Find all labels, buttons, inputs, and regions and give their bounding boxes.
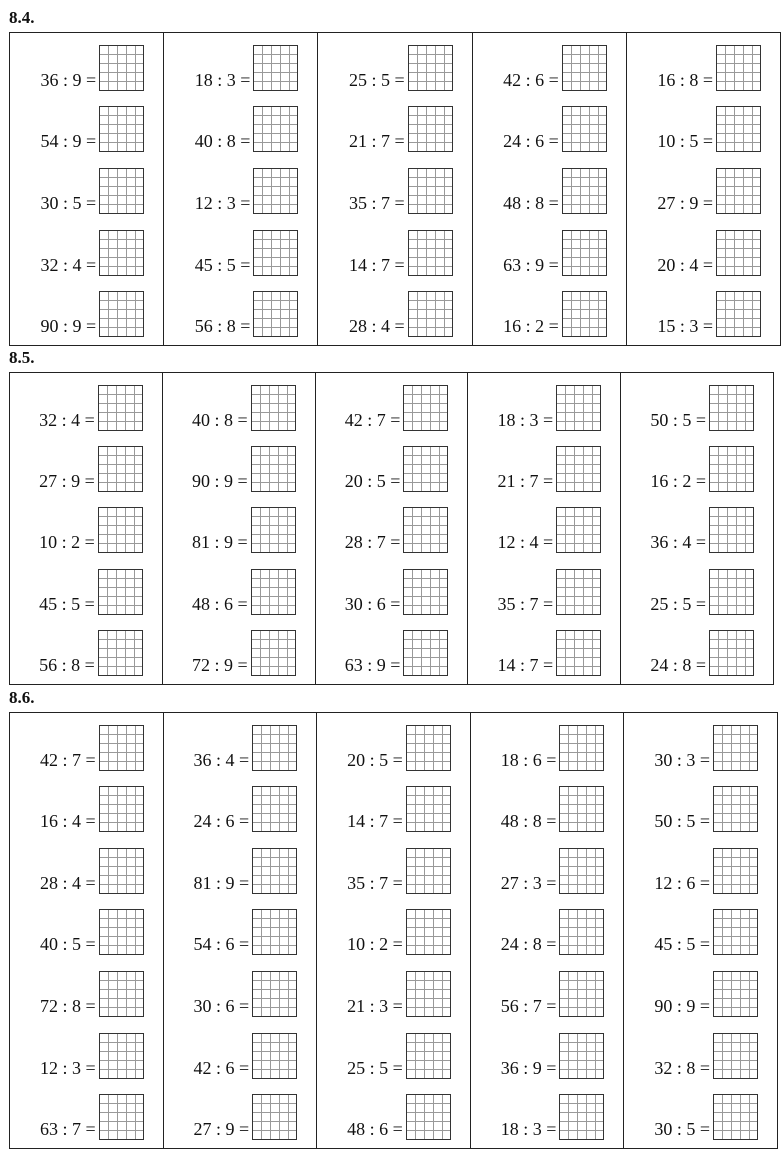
exercise-column [164, 33, 318, 345]
division-problem [624, 1090, 777, 1140]
problem-expression: 72 : 8 = [39, 996, 96, 1017]
problem-expression: 32 : 4 = [39, 409, 95, 430]
answer-grid-box[interactable] [403, 630, 448, 676]
exercise-panel [9, 32, 781, 346]
answer-grid-box[interactable] [556, 507, 601, 553]
division-problem [624, 905, 777, 955]
answer-grid-box[interactable] [251, 507, 296, 553]
problem-expression: 12 : 6 = [654, 872, 710, 893]
answer-grid-box[interactable] [709, 385, 754, 431]
division-problem [471, 905, 624, 955]
division-problem [471, 1090, 624, 1140]
answer-grid-box[interactable] [252, 909, 297, 955]
problem-expression: 28 : 4 = [348, 316, 405, 337]
exercise-column [317, 713, 471, 1148]
problem-expression: 35 : 7 = [497, 593, 554, 614]
division-problem [317, 721, 470, 771]
answer-grid-box[interactable] [562, 106, 607, 152]
problem-expression: 50 : 5 = [650, 409, 706, 430]
problem-expression: 24 : 6 = [193, 811, 250, 832]
division-problem [318, 41, 471, 91]
division-problem [10, 102, 163, 152]
answer-grid-box[interactable] [251, 385, 296, 431]
division-problem [621, 503, 773, 553]
division-problem [468, 442, 620, 492]
problem-expression: 27 : 9 = [39, 471, 95, 492]
answer-grid-box[interactable] [251, 630, 296, 676]
problem-expression: 72 : 9 = [191, 655, 248, 676]
answer-grid-box[interactable] [408, 230, 453, 276]
division-problem [316, 565, 468, 615]
division-problem [624, 782, 777, 832]
answer-grid-box[interactable] [716, 230, 761, 276]
division-problem [318, 287, 471, 337]
problem-expression: 45 : 5 = [39, 593, 95, 614]
division-problem [471, 721, 624, 771]
problem-expression: 24 : 6 = [503, 131, 559, 152]
division-problem [318, 226, 471, 276]
division-problem [10, 287, 163, 337]
division-problem [164, 905, 317, 955]
problem-expression: 42 : 7 = [344, 409, 401, 430]
division-problem [627, 287, 780, 337]
answer-grid-box[interactable] [98, 385, 143, 431]
division-problem [471, 1029, 624, 1079]
problem-expression: 81 : 9 = [191, 532, 248, 553]
problem-expression: 18 : 6 = [500, 749, 557, 770]
problem-expression: 25 : 5 = [348, 69, 405, 90]
exercise-column [624, 713, 777, 1148]
answer-grid-box[interactable] [99, 230, 144, 276]
section-title: 8.4. [9, 8, 35, 27]
problem-expression: 30 : 5 = [40, 192, 97, 213]
problem-expression: 36 : 4 = [650, 532, 706, 553]
division-problem [316, 626, 468, 676]
answer-grid-box[interactable] [98, 507, 143, 553]
division-problem [318, 102, 471, 152]
division-problem [471, 782, 624, 832]
exercise-column [318, 33, 472, 345]
division-problem [627, 164, 780, 214]
answer-grid-box[interactable] [559, 1033, 604, 1079]
division-problem [164, 1029, 317, 1079]
problem-expression: 36 : 9 = [40, 69, 97, 90]
answer-grid-box[interactable] [253, 230, 298, 276]
problem-expression: 81 : 9 = [193, 872, 250, 893]
problem-expression: 20 : 5 = [344, 471, 401, 492]
exercise-column [10, 713, 164, 1148]
answer-grid-box[interactable] [99, 848, 144, 894]
problem-expression: 14 : 7 = [347, 811, 403, 832]
answer-grid-box[interactable] [99, 725, 144, 771]
division-problem [163, 442, 315, 492]
division-problem [624, 721, 777, 771]
problem-expression: 40 : 8 = [194, 131, 251, 152]
problem-expression: 12 : 4 = [497, 532, 554, 553]
answer-grid-box[interactable] [709, 446, 754, 492]
problem-expression: 48 : 6 = [191, 593, 248, 614]
problem-expression: 25 : 5 = [650, 593, 706, 614]
division-problem [163, 565, 315, 615]
problem-expression: 27 : 9 = [193, 1119, 250, 1140]
answer-grid-box[interactable] [99, 1033, 144, 1079]
answer-grid-box[interactable] [403, 385, 448, 431]
division-problem [10, 226, 163, 276]
division-problem [317, 1029, 470, 1079]
problem-expression: 18 : 3 = [500, 1119, 557, 1140]
problem-expression: 35 : 7 = [348, 192, 405, 213]
problem-expression: 54 : 9 = [40, 131, 97, 152]
answer-grid-box[interactable] [252, 971, 297, 1017]
division-problem [164, 102, 317, 152]
problem-expression: 56 : 8 = [194, 316, 251, 337]
problem-expression: 42 : 6 = [503, 69, 559, 90]
exercise-column [10, 373, 163, 684]
division-problem [316, 442, 468, 492]
answer-grid-box[interactable] [251, 446, 296, 492]
problem-expression: 24 : 8 = [650, 655, 706, 676]
problem-expression: 20 : 4 = [657, 254, 714, 275]
division-problem [164, 1090, 317, 1140]
exercise-column [316, 373, 469, 684]
answer-grid-box[interactable] [713, 1033, 758, 1079]
answer-grid-box[interactable] [713, 909, 758, 955]
division-problem [627, 226, 780, 276]
answer-grid-box[interactable] [98, 569, 143, 615]
division-problem [163, 381, 315, 431]
problem-expression: 48 : 6 = [347, 1119, 403, 1140]
answer-grid-box[interactable] [253, 168, 298, 214]
answer-grid-box[interactable] [408, 106, 453, 152]
division-problem [10, 844, 163, 894]
division-problem [471, 844, 624, 894]
answer-grid-box[interactable] [556, 569, 601, 615]
problem-expression: 56 : 8 = [39, 655, 95, 676]
answer-grid-box[interactable] [403, 507, 448, 553]
division-problem [317, 905, 470, 955]
answer-grid-box[interactable] [559, 971, 604, 1017]
division-problem [164, 41, 317, 91]
division-problem [621, 565, 773, 615]
problem-expression: 10 : 2 = [347, 934, 403, 955]
division-problem [164, 226, 317, 276]
answer-grid-box[interactable] [713, 848, 758, 894]
answer-grid-box[interactable] [716, 291, 761, 337]
problem-expression: 50 : 5 = [654, 811, 710, 832]
problem-expression: 16 : 2 = [503, 316, 559, 337]
problem-expression: 56 : 7 = [500, 996, 557, 1017]
division-problem [317, 844, 470, 894]
answer-grid-box[interactable] [716, 168, 761, 214]
division-problem [473, 41, 626, 91]
answer-grid-box[interactable] [556, 385, 601, 431]
division-problem [10, 381, 162, 431]
answer-grid-box[interactable] [403, 446, 448, 492]
division-problem [468, 565, 620, 615]
division-problem [10, 905, 163, 955]
division-problem [318, 164, 471, 214]
problem-expression: 21 : 7 = [348, 131, 405, 152]
problem-expression: 90 : 9 = [654, 996, 710, 1017]
problem-expression: 42 : 6 = [193, 1057, 250, 1078]
division-problem [163, 503, 315, 553]
problem-expression: 30 : 6 = [344, 593, 401, 614]
division-problem [10, 442, 162, 492]
problem-expression: 48 : 8 = [500, 811, 557, 832]
answer-grid-box[interactable] [713, 1094, 758, 1140]
answer-grid-box[interactable] [713, 725, 758, 771]
answer-grid-box[interactable] [562, 291, 607, 337]
answer-grid-box[interactable] [99, 909, 144, 955]
division-problem [317, 782, 470, 832]
answer-grid-box[interactable] [99, 168, 144, 214]
division-problem [10, 967, 163, 1017]
problem-expression: 32 : 8 = [654, 1057, 710, 1078]
problem-expression: 63 : 9 = [503, 254, 559, 275]
problem-expression: 21 : 7 = [497, 471, 554, 492]
problem-expression: 28 : 4 = [39, 872, 96, 893]
problem-expression: 40 : 5 = [39, 934, 96, 955]
problem-expression: 12 : 3 = [194, 192, 251, 213]
problem-expression: 63 : 9 = [344, 655, 401, 676]
division-problem [164, 967, 317, 1017]
division-problem [621, 442, 773, 492]
problem-expression: 18 : 3 = [194, 69, 251, 90]
problem-expression: 48 : 8 = [503, 192, 559, 213]
exercise-column [621, 373, 773, 684]
division-problem [164, 164, 317, 214]
answer-grid-box[interactable] [559, 1094, 604, 1140]
answer-grid-box[interactable] [99, 106, 144, 152]
problem-expression: 20 : 5 = [347, 749, 403, 770]
answer-grid-box[interactable] [403, 569, 448, 615]
division-problem [468, 503, 620, 553]
answer-grid-box[interactable] [408, 168, 453, 214]
answer-grid-box[interactable] [99, 971, 144, 1017]
problem-expression: 36 : 4 = [193, 749, 250, 770]
answer-grid-box[interactable] [252, 786, 297, 832]
division-problem [10, 565, 162, 615]
division-problem [10, 503, 162, 553]
exercise-panel [9, 712, 778, 1149]
answer-grid-box[interactable] [252, 848, 297, 894]
division-problem [471, 967, 624, 1017]
problem-expression: 90 : 9 = [191, 471, 248, 492]
section-title: 8.5. [9, 348, 35, 367]
exercise-column [471, 713, 625, 1148]
problem-expression: 16 : 2 = [650, 471, 706, 492]
answer-grid-box[interactable] [716, 45, 761, 91]
division-problem [316, 381, 468, 431]
answer-grid-box[interactable] [559, 909, 604, 955]
problem-expression: 30 : 3 = [654, 749, 710, 770]
problem-expression: 45 : 5 = [194, 254, 251, 275]
answer-grid-box[interactable] [556, 446, 601, 492]
division-problem [164, 844, 317, 894]
division-problem [10, 782, 163, 832]
division-problem [624, 844, 777, 894]
answer-grid-box[interactable] [559, 848, 604, 894]
exercise-column [468, 373, 621, 684]
answer-grid-box[interactable] [408, 45, 453, 91]
problem-expression: 16 : 8 = [657, 69, 714, 90]
problem-expression: 30 : 6 = [193, 996, 250, 1017]
answer-grid-box[interactable] [562, 230, 607, 276]
division-problem [621, 381, 773, 431]
division-problem [624, 967, 777, 1017]
answer-grid-box[interactable] [252, 1094, 297, 1140]
answer-grid-box[interactable] [713, 971, 758, 1017]
division-problem [473, 226, 626, 276]
problem-expression: 16 : 4 = [39, 811, 96, 832]
division-problem [10, 626, 162, 676]
problem-expression: 35 : 7 = [347, 872, 403, 893]
division-problem [10, 1090, 163, 1140]
problem-expression: 40 : 8 = [191, 409, 248, 430]
division-problem [317, 967, 470, 1017]
answer-grid-box[interactable] [252, 1033, 297, 1079]
answer-grid-box[interactable] [253, 45, 298, 91]
problem-expression: 15 : 3 = [657, 316, 714, 337]
problem-expression: 28 : 7 = [344, 532, 401, 553]
answer-grid-box[interactable] [99, 45, 144, 91]
division-problem [627, 102, 780, 152]
division-problem [10, 1029, 163, 1079]
answer-grid-box[interactable] [716, 106, 761, 152]
division-problem [164, 782, 317, 832]
exercise-column [10, 33, 164, 345]
answer-grid-box[interactable] [253, 291, 298, 337]
answer-grid-box[interactable] [406, 848, 451, 894]
division-problem [468, 381, 620, 431]
exercise-column [163, 373, 316, 684]
answer-grid-box[interactable] [252, 725, 297, 771]
division-problem [163, 626, 315, 676]
answer-grid-box[interactable] [406, 725, 451, 771]
problem-expression: 27 : 3 = [500, 872, 557, 893]
answer-grid-box[interactable] [709, 569, 754, 615]
answer-grid-box[interactable] [99, 786, 144, 832]
division-problem [164, 721, 317, 771]
division-problem [10, 721, 163, 771]
answer-grid-box[interactable] [99, 1094, 144, 1140]
problem-expression: 18 : 3 = [497, 409, 554, 430]
problem-expression: 32 : 4 = [40, 254, 97, 275]
answer-grid-box[interactable] [251, 569, 296, 615]
answer-grid-box[interactable] [709, 507, 754, 553]
exercise-column [164, 713, 318, 1148]
answer-grid-box[interactable] [406, 971, 451, 1017]
problem-expression: 21 : 3 = [347, 996, 403, 1017]
problem-expression: 24 : 8 = [500, 934, 557, 955]
division-problem [10, 164, 163, 214]
problem-expression: 42 : 7 = [39, 749, 96, 770]
problem-expression: 30 : 5 = [654, 1119, 710, 1140]
answer-grid-box[interactable] [99, 291, 144, 337]
exercise-column [627, 33, 780, 345]
problem-expression: 10 : 2 = [39, 532, 95, 553]
answer-grid-box[interactable] [562, 45, 607, 91]
answer-grid-box[interactable] [406, 1033, 451, 1079]
answer-grid-box[interactable] [559, 786, 604, 832]
division-problem [317, 1090, 470, 1140]
division-problem [624, 1029, 777, 1079]
division-problem [621, 626, 773, 676]
answer-grid-box[interactable] [562, 168, 607, 214]
division-problem [468, 626, 620, 676]
answer-grid-box[interactable] [559, 725, 604, 771]
answer-grid-box[interactable] [408, 291, 453, 337]
answer-grid-box[interactable] [253, 106, 298, 152]
division-problem [164, 287, 317, 337]
section-title: 8.6. [9, 688, 35, 707]
division-problem [473, 287, 626, 337]
answer-grid-box[interactable] [406, 909, 451, 955]
answer-grid-box[interactable] [406, 786, 451, 832]
problem-expression: 14 : 7 = [497, 655, 554, 676]
problem-expression: 63 : 7 = [39, 1119, 96, 1140]
answer-grid-box[interactable] [406, 1094, 451, 1140]
problem-expression: 12 : 3 = [39, 1057, 96, 1078]
problem-expression: 90 : 9 = [40, 316, 97, 337]
answer-grid-box[interactable] [98, 630, 143, 676]
division-problem [627, 41, 780, 91]
problem-expression: 36 : 9 = [500, 1057, 557, 1078]
problem-expression: 54 : 6 = [193, 934, 250, 955]
exercise-panel [9, 372, 774, 685]
problem-expression: 45 : 5 = [654, 934, 710, 955]
division-problem [10, 41, 163, 91]
answer-grid-box[interactable] [98, 446, 143, 492]
answer-grid-box[interactable] [556, 630, 601, 676]
problem-expression: 25 : 5 = [347, 1057, 403, 1078]
problem-expression: 10 : 5 = [657, 131, 714, 152]
exercise-column [473, 33, 627, 345]
answer-grid-box[interactable] [709, 630, 754, 676]
problem-expression: 27 : 9 = [657, 192, 714, 213]
division-problem [473, 102, 626, 152]
answer-grid-box[interactable] [713, 786, 758, 832]
division-problem [473, 164, 626, 214]
problem-expression: 14 : 7 = [348, 254, 405, 275]
division-problem [316, 503, 468, 553]
